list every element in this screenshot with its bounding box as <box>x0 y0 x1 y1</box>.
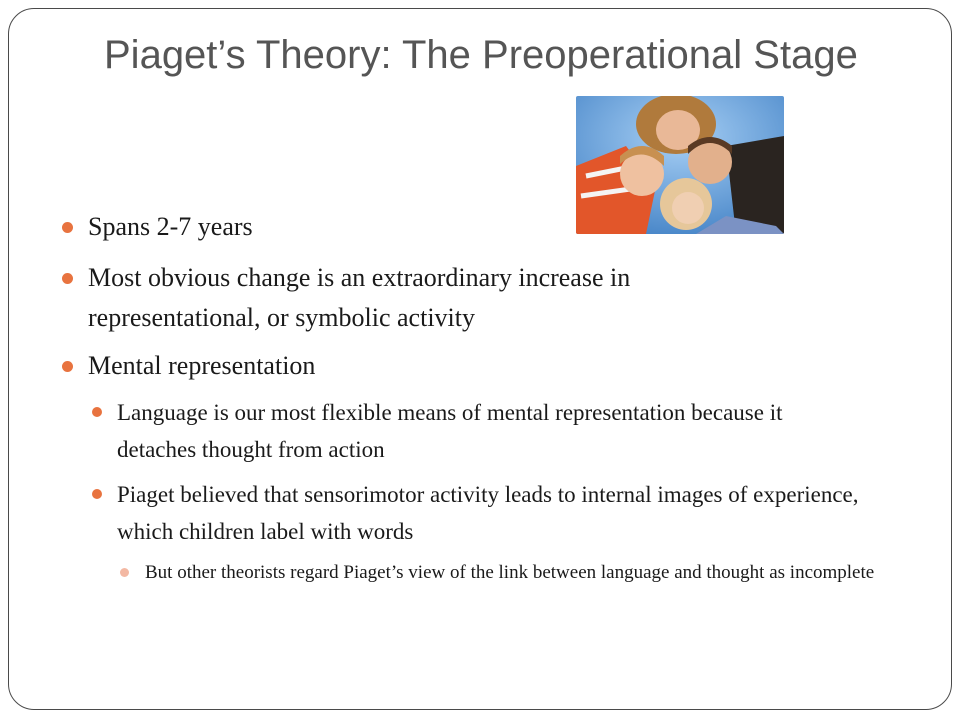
bullet-dot-icon <box>120 568 129 577</box>
bullet-item-level-2 <box>117 476 917 550</box>
bullet-item-level-3 <box>145 558 875 588</box>
bullet-text: But other theorists regard Piaget’s view of the link between language and thought as incomplete <box>145 562 875 583</box>
bullet-item-level-1 <box>88 346 768 386</box>
bullet-text: Piaget believed that sensorimotor activity leads to internal images of experience, which children label with words <box>117 482 859 544</box>
bullet-text: Spans 2-7 years <box>88 212 253 241</box>
slide-title: Piaget’s Theory: The Preoperational Stage <box>104 33 858 77</box>
bullet-item-level-1 <box>88 258 768 338</box>
bullet-text: Mental representation <box>88 351 316 380</box>
bullet-text: Language is our most flexible means of mental representation because it detaches thought from action <box>117 400 783 462</box>
bullet-text: Most obvious change is an extraordinary increase in representational, or symbolic activity <box>88 263 631 332</box>
bullet-item-level-2 <box>117 394 837 468</box>
bullet-dot-icon <box>62 361 73 372</box>
bullet-item-level-1 <box>88 207 768 247</box>
bullet-dot-icon <box>62 273 73 284</box>
bullet-dot-icon <box>62 222 73 233</box>
bullet-dot-icon <box>92 489 102 499</box>
bullet-dot-icon <box>92 407 102 417</box>
